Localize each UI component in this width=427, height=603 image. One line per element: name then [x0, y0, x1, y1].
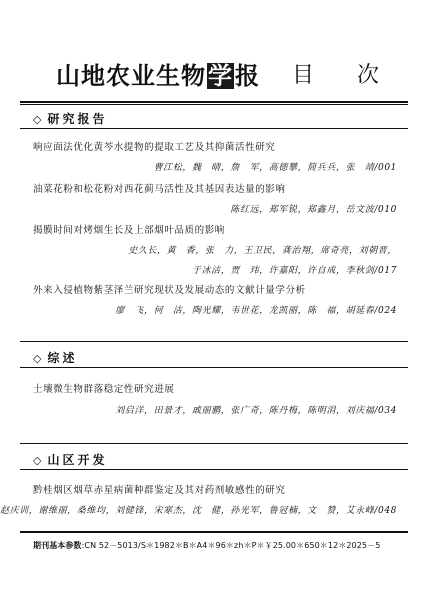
header-rule — [20, 101, 408, 103]
section-rule — [20, 469, 408, 470]
section-rule — [20, 443, 408, 444]
article-title[interactable]: 油菜花粉和松花粉对西花蓟马活性及其基因表达量的影响 — [33, 184, 286, 195]
journal-title-part: 山地农业生物 — [56, 62, 206, 90]
masthead — [20, 50, 410, 96]
article-authors: 于冰洁，贾 玮，许嘉阳，许自成，李秋剑/017 — [191, 266, 397, 276]
section-heading: ◇ 山区开发 — [33, 453, 108, 467]
diamond-icon: ◇ — [33, 454, 42, 467]
journal-parameters-value: :CN 52－5013/S＊1982＊B＊A4＊96＊zh＊P＊￥25.00＊650＊12＊2025－5 — [81, 541, 381, 550]
article-authors: 史久长，黄 香，张 力，王卫民，龚治翔，席奇亮，刘朝晋， — [128, 246, 397, 256]
diamond-icon: ◇ — [33, 352, 42, 365]
header-rule-thin — [20, 104, 408, 105]
journal-parameters-label: 期刊基本参数 — [33, 541, 82, 550]
section-rule — [20, 367, 408, 368]
section-heading: ◇ 研究报告 — [33, 112, 108, 126]
toc-title: 目 次 — [292, 63, 397, 88]
journal-title-part: 报 — [235, 62, 260, 90]
article-authors: 曹江松，魏 晴，詹 军，高德攀，简兵兵，张 靖/001 — [153, 163, 397, 173]
article-title[interactable]: 土壤微生物群落稳定性研究进展 — [33, 384, 175, 395]
journal-parameters — [33, 540, 380, 551]
diamond-icon: ◇ — [33, 113, 42, 126]
footer-rule — [20, 531, 408, 533]
journal-title-highlight: 学 — [208, 62, 233, 90]
article-title[interactable]: 黔桂烟区烟草赤星病菌种群鉴定及其对药剂敏感性的研究 — [33, 485, 286, 496]
article-authors: 刘启洋，田景才，戚丽鹏，张广奇，陈丹梅，陈明涓，刘庆福/034 — [115, 406, 397, 416]
article-authors: 陈红远，郑军锐，郑鑫月，岳文波/010 — [230, 205, 397, 215]
section-heading: ◇ 综述 — [33, 351, 78, 365]
journal-title — [56, 56, 260, 91]
section-rule — [20, 341, 408, 342]
article-title[interactable]: 响应面法优化黄芩水提物的提取工艺及其抑菌活性研究 — [33, 142, 276, 153]
article-title[interactable]: 外来入侵植物紫茎泽兰研究现状及发展动态的文献计量学分析 — [33, 285, 306, 296]
article-title[interactable]: 揭膜时间对烤烟生长及上部烟叶品质的影响 — [33, 225, 225, 236]
article-authors: 廖 飞，何 洁，陶光耀，韦世花，龙凯丽，陈 福，胡延春/024 — [115, 306, 397, 316]
article-authors: 赵庆训，谢维丽，桑维均，刘健锋，宋寒杰，沈 健，孙光军，鲁冠楠，文 赞，艾永峰/048 — [0, 506, 397, 516]
section-rule — [20, 128, 408, 129]
